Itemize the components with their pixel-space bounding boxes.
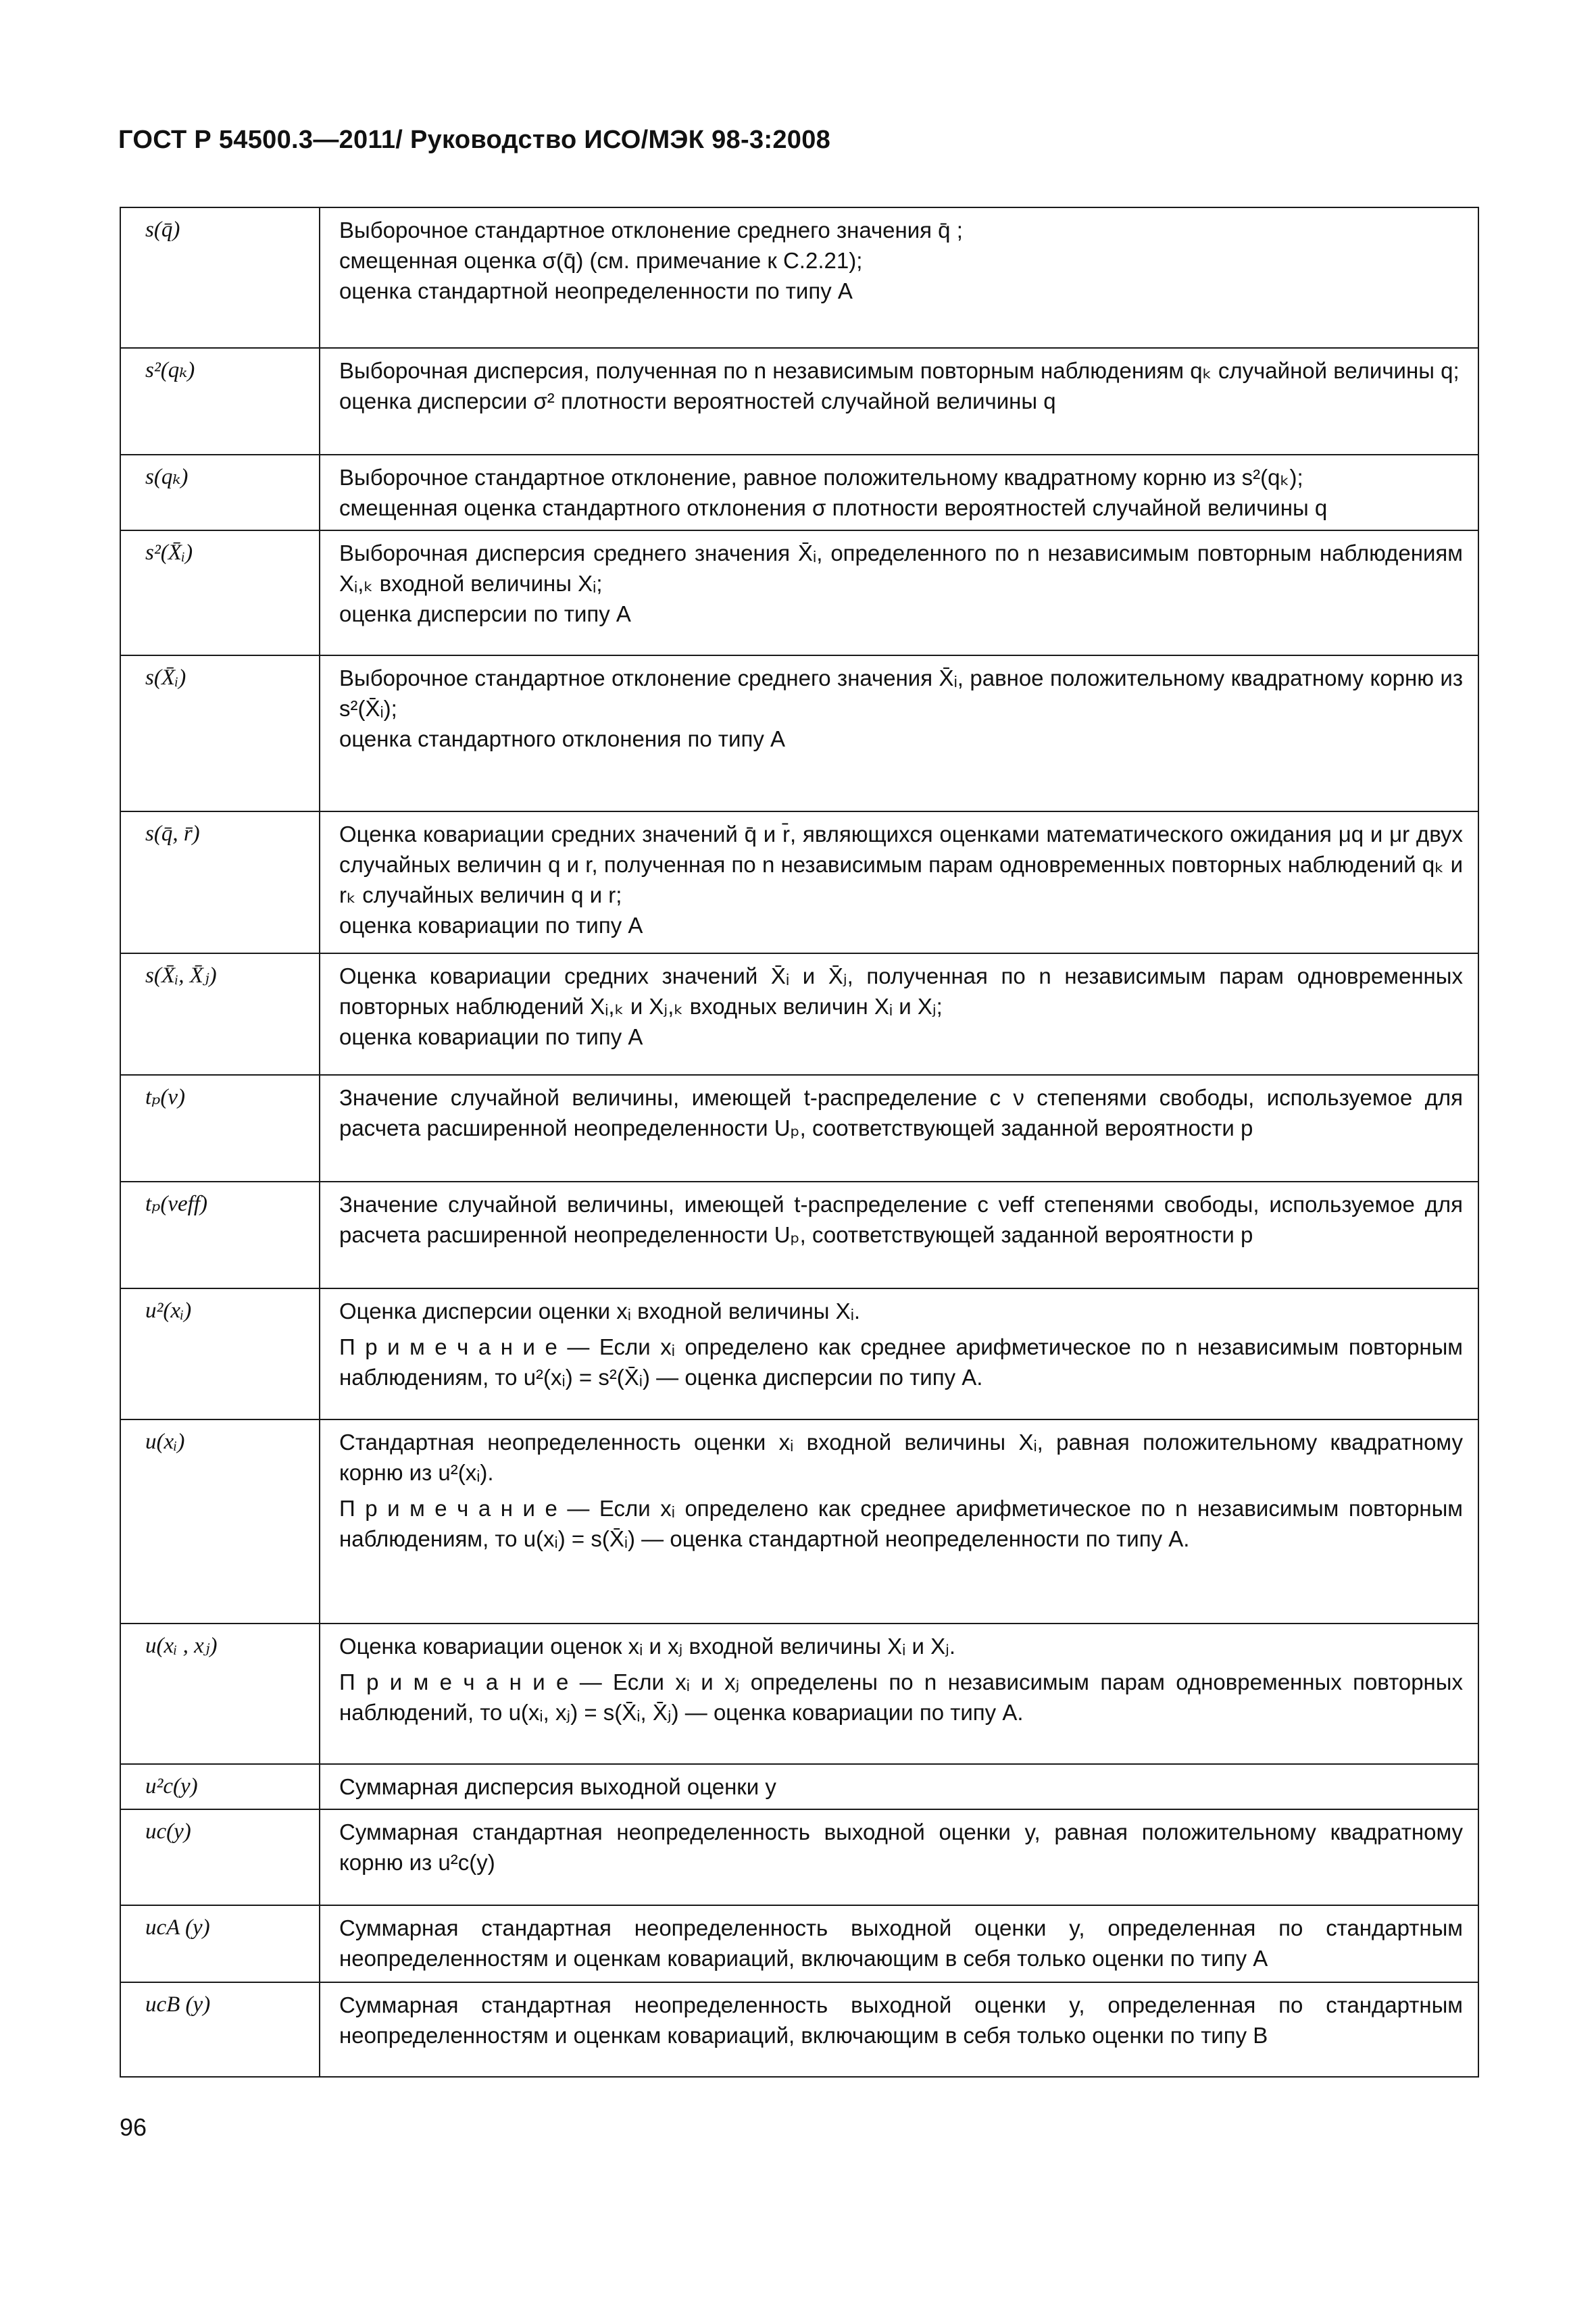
definition-line: П р и м е ч а н и е — Если xᵢ определено как среднее арифметическое по n независимым повторным наблюдениям, то u²(xᵢ) = s²(X̄ᵢ) — оценка дисперсии по типу А. xyxy=(339,1334,1463,1390)
definition-line: Суммарная стандартная неопределенность выходной оценки y, равная положительному квадратному корню из u²c(y) xyxy=(339,1819,1463,1875)
definition-line: Оценка дисперсии оценки xᵢ входной величины Xᵢ. xyxy=(339,1299,861,1324)
definition-line: оценка дисперсии по типу А xyxy=(339,601,631,626)
definition-line: Значение случайной величины, имеющей t-распределение с νeff степенями свободы, используемое для расчета расширенной неопределенности Uₚ, соответствующей заданной вероятности p xyxy=(339,1192,1463,1247)
definition-cell xyxy=(320,1075,1478,1182)
table-row xyxy=(120,655,1478,811)
table-row xyxy=(120,1624,1478,1764)
definition-cell xyxy=(320,1905,1478,1982)
definition-line: оценка дисперсии σ² плотности вероятностей случайной величины q xyxy=(339,388,1056,413)
table-row xyxy=(120,530,1478,655)
table-row xyxy=(120,455,1478,530)
definition-cell xyxy=(320,811,1478,953)
definition-line: Суммарная стандартная неопределенность выходной оценки y, определенная по стандартным неопределенностям и оценкам ковариаций, включающим в себя только оценки по типу А xyxy=(339,1915,1463,1971)
symbol-cell: tₚ(ν) xyxy=(120,1075,320,1182)
definition-line: смещенная оценка стандартного отклонения σ плотности вероятностей случайной величины q xyxy=(339,495,1328,520)
symbols-table xyxy=(120,207,1479,2078)
symbol-cell: u²(xᵢ) xyxy=(120,1288,320,1419)
definition-line: оценка ковариации по типу А xyxy=(339,913,643,938)
definition-line: Оценка ковариации оценок xᵢ и xⱼ входной величины Xᵢ и Xⱼ. xyxy=(339,1634,956,1659)
table-row xyxy=(120,1905,1478,1982)
table-row xyxy=(120,1982,1478,2077)
table-row xyxy=(120,953,1478,1075)
symbol-cell: s²(qₖ) xyxy=(120,348,320,455)
table-row xyxy=(120,1288,1478,1419)
symbol-cell: s²(X̄ᵢ) xyxy=(120,530,320,655)
symbol-cell: u²c(y) xyxy=(120,1764,320,1809)
definition-line: Суммарная стандартная неопределенность выходной оценки y, определенная по стандартным неопределенностям и оценкам ковариаций, включающим в себя только оценки по типу В xyxy=(339,1992,1463,2048)
definition-cell xyxy=(320,1624,1478,1764)
symbol-cell: u(xᵢ) xyxy=(120,1419,320,1624)
symbol-cell: s(qₖ) xyxy=(120,455,320,530)
symbols-table-body xyxy=(120,207,1478,2077)
definition-line: П р и м е ч а н и е — Если xᵢ и xⱼ определены по n независимым парам одновременных повторных наблюдений, то u(xᵢ, xⱼ) = s(X̄ᵢ, X̄ⱼ) — оценка ковариации по типу А. xyxy=(339,1669,1463,1725)
definition-cell xyxy=(320,1182,1478,1288)
definition-cell xyxy=(320,1982,1478,2077)
symbol-cell: s(q̄, r̄) xyxy=(120,811,320,953)
definition-cell xyxy=(320,1288,1478,1419)
definition-line: Значение случайной величины, имеющей t-распределение с ν степенями свободы, используемое для расчета расширенной неопределенности Uₚ, соответствующей заданной вероятности p xyxy=(339,1085,1463,1140)
definition-cell xyxy=(320,953,1478,1075)
table-row xyxy=(120,348,1478,455)
definition-cell xyxy=(320,455,1478,530)
symbol-cell: s(X̄ᵢ, X̄ⱼ) xyxy=(120,953,320,1075)
table-row xyxy=(120,1809,1478,1905)
symbol-cell: ucA (y) xyxy=(120,1905,320,1982)
definition-line: Выборочная дисперсия среднего значения X̄ᵢ, определенного по n независимым повторным наблюдениям Xᵢ,ₖ входной величины Xᵢ; xyxy=(339,540,1463,596)
symbol-cell: s(X̄ᵢ) xyxy=(120,655,320,811)
definition-line: Оценка ковариации средних значений X̄ᵢ и X̄ⱼ, полученная по n независимым парам одновременных повторных наблюдений Xᵢ,ₖ и Xⱼ,ₖ входных величин Xᵢ и Xⱼ; xyxy=(339,963,1463,1019)
definition-cell xyxy=(320,1809,1478,1905)
definition-line: Суммарная дисперсия выходной оценки y xyxy=(339,1774,776,1799)
symbol-cell: uc(y) xyxy=(120,1809,320,1905)
symbol-cell: tₚ(νeff) xyxy=(120,1182,320,1288)
definition-line: Выборочное стандартное отклонение среднего значения q̄ ; xyxy=(339,218,963,243)
symbol-cell: u(xᵢ , xⱼ) xyxy=(120,1624,320,1764)
definition-line: Выборочное стандартное отклонение среднего значения X̄ᵢ, равное положительному квадратному корню из s²(X̄ᵢ); xyxy=(339,665,1463,721)
table-row xyxy=(120,1419,1478,1624)
definition-line: Стандартная неопределенность оценки xᵢ входной величины Xᵢ, равная положительному квадратному корню из u²(xᵢ). xyxy=(339,1430,1463,1485)
definition-line: оценка стандартного отклонения по типу А xyxy=(339,726,786,751)
definition-line: смещенная оценка σ(q̄) (см. примечание к С.2.21); xyxy=(339,248,863,273)
symbol-cell: s(q̄) xyxy=(120,207,320,348)
definition-line: оценка стандартной неопределенности по типу А xyxy=(339,278,853,303)
symbol-cell: ucB (y) xyxy=(120,1982,320,2077)
definition-line: П р и м е ч а н и е — Если xᵢ определено как среднее арифметическое по n независимым повторным наблюдениям, то u(xᵢ) = s(X̄ᵢ) — оценка стандартной неопределенности по типу А. xyxy=(339,1496,1463,1551)
table-row xyxy=(120,1182,1478,1288)
table-row xyxy=(120,1764,1478,1809)
definition-line: Оценка ковариации средних значений q̄ и r̄, являющихся оценками математического ожидания μq и μr двух случайных величин q и r, полученная по n независимым парам одновременных повторных наблюдений qₖ и rₖ случайных величин q и r; xyxy=(339,822,1463,907)
definition-line: Выборочное стандартное отклонение, равное положительному квадратному корню из s²(qₖ); xyxy=(339,465,1303,490)
definition-line: оценка ковариации по типу А xyxy=(339,1024,643,1049)
table-row xyxy=(120,207,1478,348)
definition-cell xyxy=(320,348,1478,455)
document-header: ГОСТ Р 54500.3—2011/ Руководство ИСО/МЭК 98-3:2008 xyxy=(118,126,831,154)
definition-cell xyxy=(320,655,1478,811)
table-row xyxy=(120,811,1478,953)
definition-cell xyxy=(320,530,1478,655)
page-number: 96 xyxy=(120,2113,147,2141)
definition-cell xyxy=(320,207,1478,348)
definition-line: Выборочная дисперсия, полученная по n независимым повторным наблюдениям qₖ случайной величины q; xyxy=(339,358,1460,383)
definition-cell xyxy=(320,1764,1478,1809)
table-row xyxy=(120,1075,1478,1182)
definition-cell xyxy=(320,1419,1478,1624)
